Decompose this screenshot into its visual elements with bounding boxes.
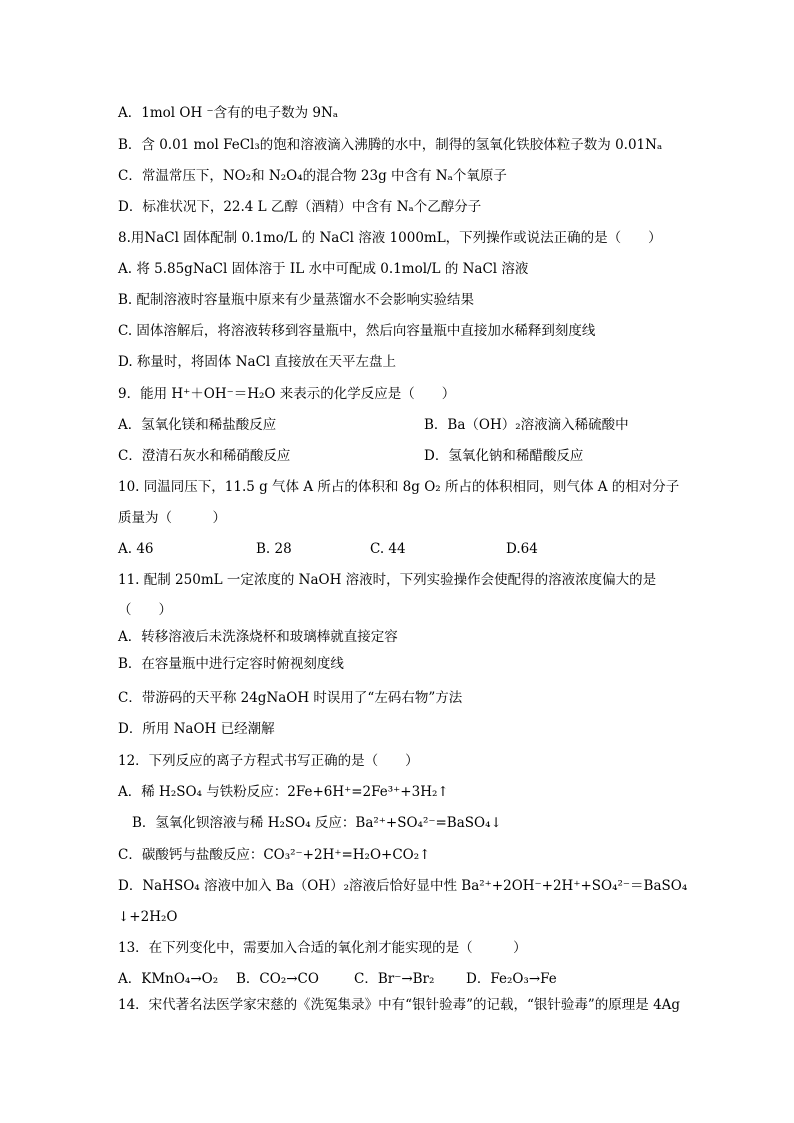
q9-option-d: D．氢氧化钠和稀醋酸反应 — [424, 448, 584, 464]
q10-option-a: A. 46 — [118, 541, 154, 557]
q13-option-c: C．Br⁻→Br₂ — [354, 971, 435, 987]
q11-option-d: D．所用 NaOH 已经潮解 — [118, 721, 275, 737]
q12-option-c: C．碳酸钙与盐酸反应：CO₃²⁻+2H⁺=H₂O+CO₂↑ — [118, 847, 431, 863]
q13-option-d: D．Fe₂O₃→Fe — [466, 971, 557, 987]
q14-stem: 14．宋代著名法医学家宋慈的《洗冤集录》中有“银针验毒”的记载，“银针验毒”的原理是 4Ag — [118, 997, 681, 1013]
q8-stem: 8.用NaCl 固体配制 0.1mo/L 的 NaCl 溶液 1000mL，下列操作或说法正确的是（ ） — [118, 230, 662, 246]
q9-option-c: C．澄清石灰水和稀硝酸反应 — [118, 448, 291, 464]
q8-option-b: B. 配制溶液时容量瓶中原来有少量蒸馏水不会影响实验结果 — [118, 292, 475, 308]
q10-stem: 10. 同温同压下，11.5 g 气体 A 所占的体积和 8g O₂ 所占的体积相同，则气体 A 的相对分子 — [118, 479, 680, 495]
q13-option-a: A．KMnO₄→O₂ — [118, 971, 219, 987]
q9-stem: 9．能用 H⁺＋OH⁻＝H₂O 来表示的化学反应是（ ） — [118, 386, 456, 402]
q11-option-c: C．带游码的天平称 24gNaOH 时误用了“左码右物”方法 — [118, 690, 463, 706]
q12-stem: 12．下列反应的离子方程式书写正确的是（ ） — [118, 753, 419, 769]
q7-option-a: A．1mol OH ⁻含有的电子数为 9Nₐ — [118, 105, 339, 121]
q10-option-c: C. 44 — [370, 541, 406, 557]
q9-option-b: B．Ba（OH）₂溶液滴入稀硫酸中 — [424, 417, 629, 433]
q12-option-a: A．稀 H₂SO₄ 与铁粉反应：2Fe+6H⁺=2Fe³⁺+3H₂↑ — [118, 784, 449, 800]
q11-stem: 11. 配制 250mL 一定浓度的 NaOH 溶液时，下列实验操作会使配得的溶液浓度偏大的是 — [118, 572, 657, 588]
q9-option-a: A．氢氧化镁和稀盐酸反应 — [118, 417, 277, 433]
q13-stem: 13．在下列变化中，需要加入合适的氧化剂才能实现的是（ ） — [118, 940, 527, 956]
q11-option-b: B．在容量瓶中进行定容时俯视刻度线 — [118, 656, 344, 672]
q11-option-a: A．转移溶液后未洗涤烧杯和玻璃棒就直接定容 — [118, 629, 398, 645]
q12-option-b: B．氢氧化钡溶液与稀 H₂SO₄ 反应：Ba²⁺+SO₄²⁻=BaSO₄↓ — [132, 815, 502, 831]
q11-stem-cont: （ ） — [118, 602, 172, 618]
q12-option-d-cont: ↓+2H₂O — [118, 909, 178, 925]
q8-option-a: A. 将 5.85gNaCl 固体溶于 IL 水中可配成 0.1mol/L 的 NaCl 溶液 — [118, 261, 529, 277]
q7-option-b: B．含 0.01 mol FeCl₃的饱和溶液滴入沸腾的水中，制得的氢氧化铁胶体粒子数为 0.01Nₐ — [118, 137, 663, 153]
q8-option-d: D. 称量时，将固体 NaCl 直接放在天平左盘上 — [118, 354, 397, 370]
q12-option-d: D．NaHSO₄ 溶液中加入 Ba（OH）₂溶液后恰好显中性 Ba²⁺+2OH⁻+2H⁺+SO₄²⁻＝BaSO₄ — [118, 878, 688, 894]
q10-option-d: D.64 — [506, 541, 538, 557]
q8-option-c: C. 固体溶解后，将溶液转移到容量瓶中，然后向容量瓶中直接加水稀释到刻度线 — [118, 323, 596, 339]
q13-option-b: B．CO₂→CO — [236, 971, 319, 987]
q10-stem-cont: 质量为（ ） — [118, 510, 226, 526]
q7-option-d: D．标准状况下，22.4 L 乙醇（酒精）中含有 Nₐ个乙醇分子 — [118, 199, 482, 215]
q7-option-c: C．常温常压下，NO₂和 N₂O₄的混合物 23g 中含有 Nₐ个氧原子 — [118, 168, 507, 184]
q10-option-b: B. 28 — [256, 541, 292, 557]
